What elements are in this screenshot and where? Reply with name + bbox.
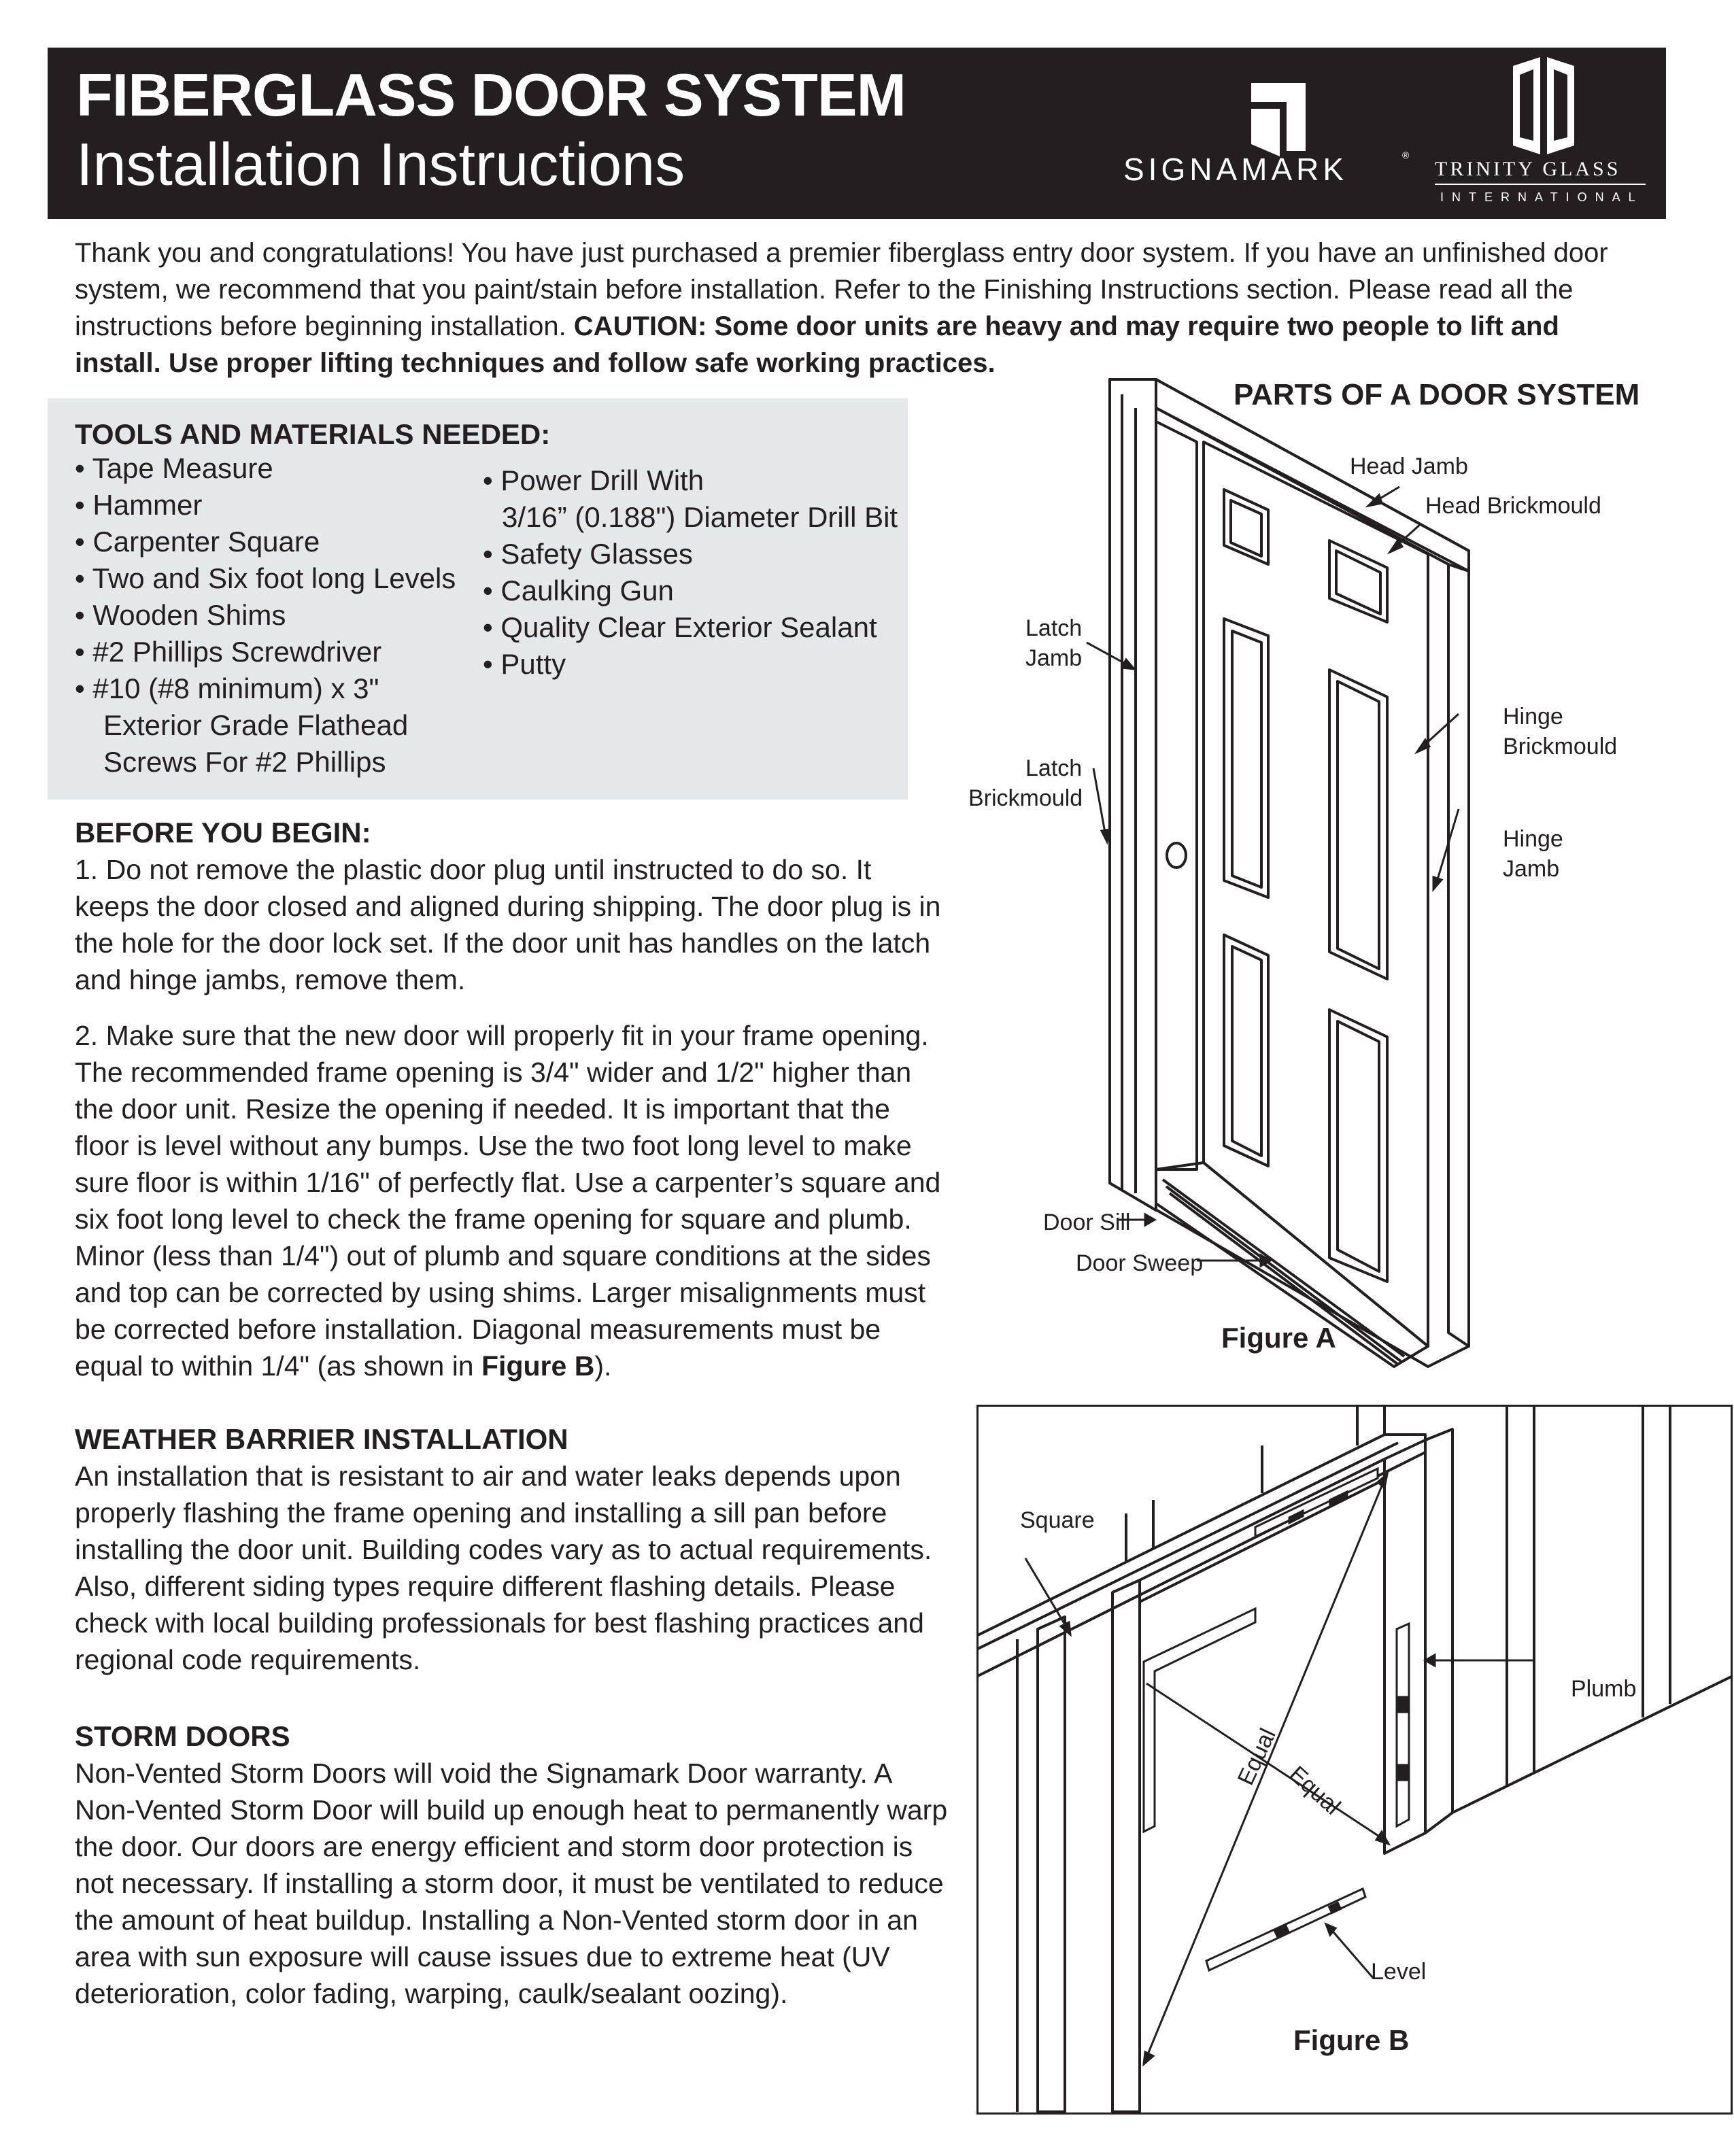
registered-mark: ® (1402, 150, 1410, 160)
document-subtitle: Installation Instructions (76, 131, 685, 198)
header-banner (48, 48, 1666, 219)
weather-barrier-paragraph: An installation that is resistant to air and water leaks depends upon properly flashing the frame opening and installing a sill pan before installing the door unit. Building codes vary as to actual requirements. Also, different siding types require different flashing details. Please check with local building professionals for best flashing practices and regional code requirements. (75, 1460, 932, 1675)
intro-paragraph (75, 235, 1652, 381)
label-latch-jamb-line2: Jamb (1025, 645, 1083, 671)
before-paragraph-2-end: ). (594, 1350, 612, 1382)
trinity-glass-logo-icon (1503, 56, 1584, 158)
tools-heading: TOOLS AND MATERIALS NEEDED: (75, 418, 551, 450)
label-door-sweep: Door Sweep (1076, 1250, 1204, 1276)
label-hinge-jamb-line1: Hinge (1503, 826, 1563, 852)
list-item: • Wooden Shims (75, 599, 286, 631)
list-item: • Tape Measure (75, 452, 273, 484)
before-paragraph-2 (75, 1017, 945, 1384)
list-item: • Safety Glasses (483, 538, 693, 570)
list-item: • Carpenter Square (75, 526, 320, 558)
list-item: Screws For #2 Phillips (103, 746, 386, 778)
trinity-glass-logo-subtext: INTERNATIONAL (1440, 190, 1644, 204)
signamark-logo-icon (1231, 69, 1326, 158)
list-item: 3/16” (0.188") Diameter Drill Bit (502, 501, 898, 533)
caution-text: CAUTION: Some door units are heavy and may require two people to lift and install. Use proper lifting techniques and follow safe working practices. (75, 311, 1559, 378)
label-door-sill: Door Sill (1043, 1210, 1131, 1235)
storm-doors-paragraph: Non-Vented Storm Doors will void the Signamark Door warranty. A Non-Vented Storm Door will build up enough heat to permanently warp the door. Our doors are energy efficient and storm door protection is not necessary. If installing a storm door, it must be ventilated to reduce the amount of heat buildup. Installing a Non-Vented storm door in an area with sun exposure will cause issues due to extreme heat (UV deterioration, color fading, warping, caulk/sealant oozing). (75, 1758, 948, 2009)
label-hinge-brickmould-line1: Hinge (1503, 704, 1563, 730)
label-head-jamb: Head Jamb (1350, 454, 1468, 479)
signamark-logo-text: SIGNAMARK (1123, 152, 1348, 187)
label-latch-jamb-line1: Latch (1025, 615, 1083, 641)
before-paragraph-2-text: 2. Make sure that the new door will properly fit in your frame opening. The recommended frame opening is 3/4" wider and 1/2" higher than the door unit. Resize the opening if needed. It is important that the floor is level without any bumps. Use the two foot long level to make sure floor is within 1/16" of perfectly flat. Use a carpenter’s square and six foot long level to check the frame opening for square and plumb. Minor (less than 1/4") out of plumb and square conditions at the sides and top can be corrected by using shims. Larger misalignments must be corrected before installation. Diagonal measurements must be equal to within 1/4" (as shown in (75, 1020, 941, 1382)
label-head-brickmould: Head Brickmould (1425, 493, 1601, 519)
list-item: • #2 Phillips Screwdriver (75, 636, 382, 668)
list-item: • Two and Six foot long Levels (75, 562, 456, 594)
label-level: Level (1371, 1959, 1427, 1985)
logo-divider (1435, 184, 1646, 185)
label-latch-brickmould-line1: Latch (1025, 755, 1083, 781)
figure-a-title: PARTS OF A DOOR SYSTEM (1234, 378, 1640, 411)
label-plumb: Plumb (1571, 1676, 1637, 1702)
figure-b-reference: Figure B (481, 1350, 595, 1382)
list-item: • Hammer (75, 489, 203, 521)
figure-a-caption: Figure A (1221, 1322, 1336, 1354)
list-item: • #10 (#8 minimum) x 3" (75, 672, 379, 704)
list-item: Exterior Grade Flathead (103, 709, 409, 741)
list-item: • Caulking Gun (483, 575, 674, 606)
tools-list-col1 (75, 450, 510, 781)
label-equal-1: Equal (1232, 1724, 1281, 1790)
label-square: Square (1020, 1507, 1095, 1533)
label-equal-2: Equal (1284, 1761, 1346, 1820)
before-paragraph-1: 1. Do not remove the plastic door plug until instructed to do so. It keeps the door closed and aligned during shipping. The door plug is in the hole for the door lock set. If the door unit has handles on the latch and hinge jambs, remove them. (75, 854, 941, 995)
list-item: • Quality Clear Exterior Sealant (483, 611, 877, 643)
trinity-glass-logo-text: TRINITY GLASS (1435, 158, 1621, 180)
before-you-begin-heading: BEFORE YOU BEGIN: (75, 817, 371, 849)
label-hinge-brickmould-line2: Brickmould (1503, 734, 1618, 759)
tools-materials-box (48, 398, 908, 800)
list-item: • Power Drill With (483, 464, 704, 496)
tools-list-col2 (483, 462, 904, 683)
list-item: • Putty (483, 648, 566, 680)
figure-b-caption: Figure B (1293, 2024, 1410, 2056)
label-hinge-jamb-line2: Jamb (1503, 856, 1560, 882)
label-latch-brickmould-line2: Brickmould (968, 785, 1083, 811)
document-title: FIBERGLASS DOOR SYSTEM (76, 61, 906, 129)
storm-doors-heading: STORM DOORS (75, 1720, 290, 1752)
weather-barrier-heading: WEATHER BARRIER INSTALLATION (75, 1423, 568, 1455)
intro-text: Thank you and congratulations! You have just purchased a premier fiberglass entry door system. If you have an unfinished door system, we recommend that you paint/stain before installation. Refer to the Finishing Instructions section. Please read all the instructions before beginning installation. (75, 238, 1608, 341)
